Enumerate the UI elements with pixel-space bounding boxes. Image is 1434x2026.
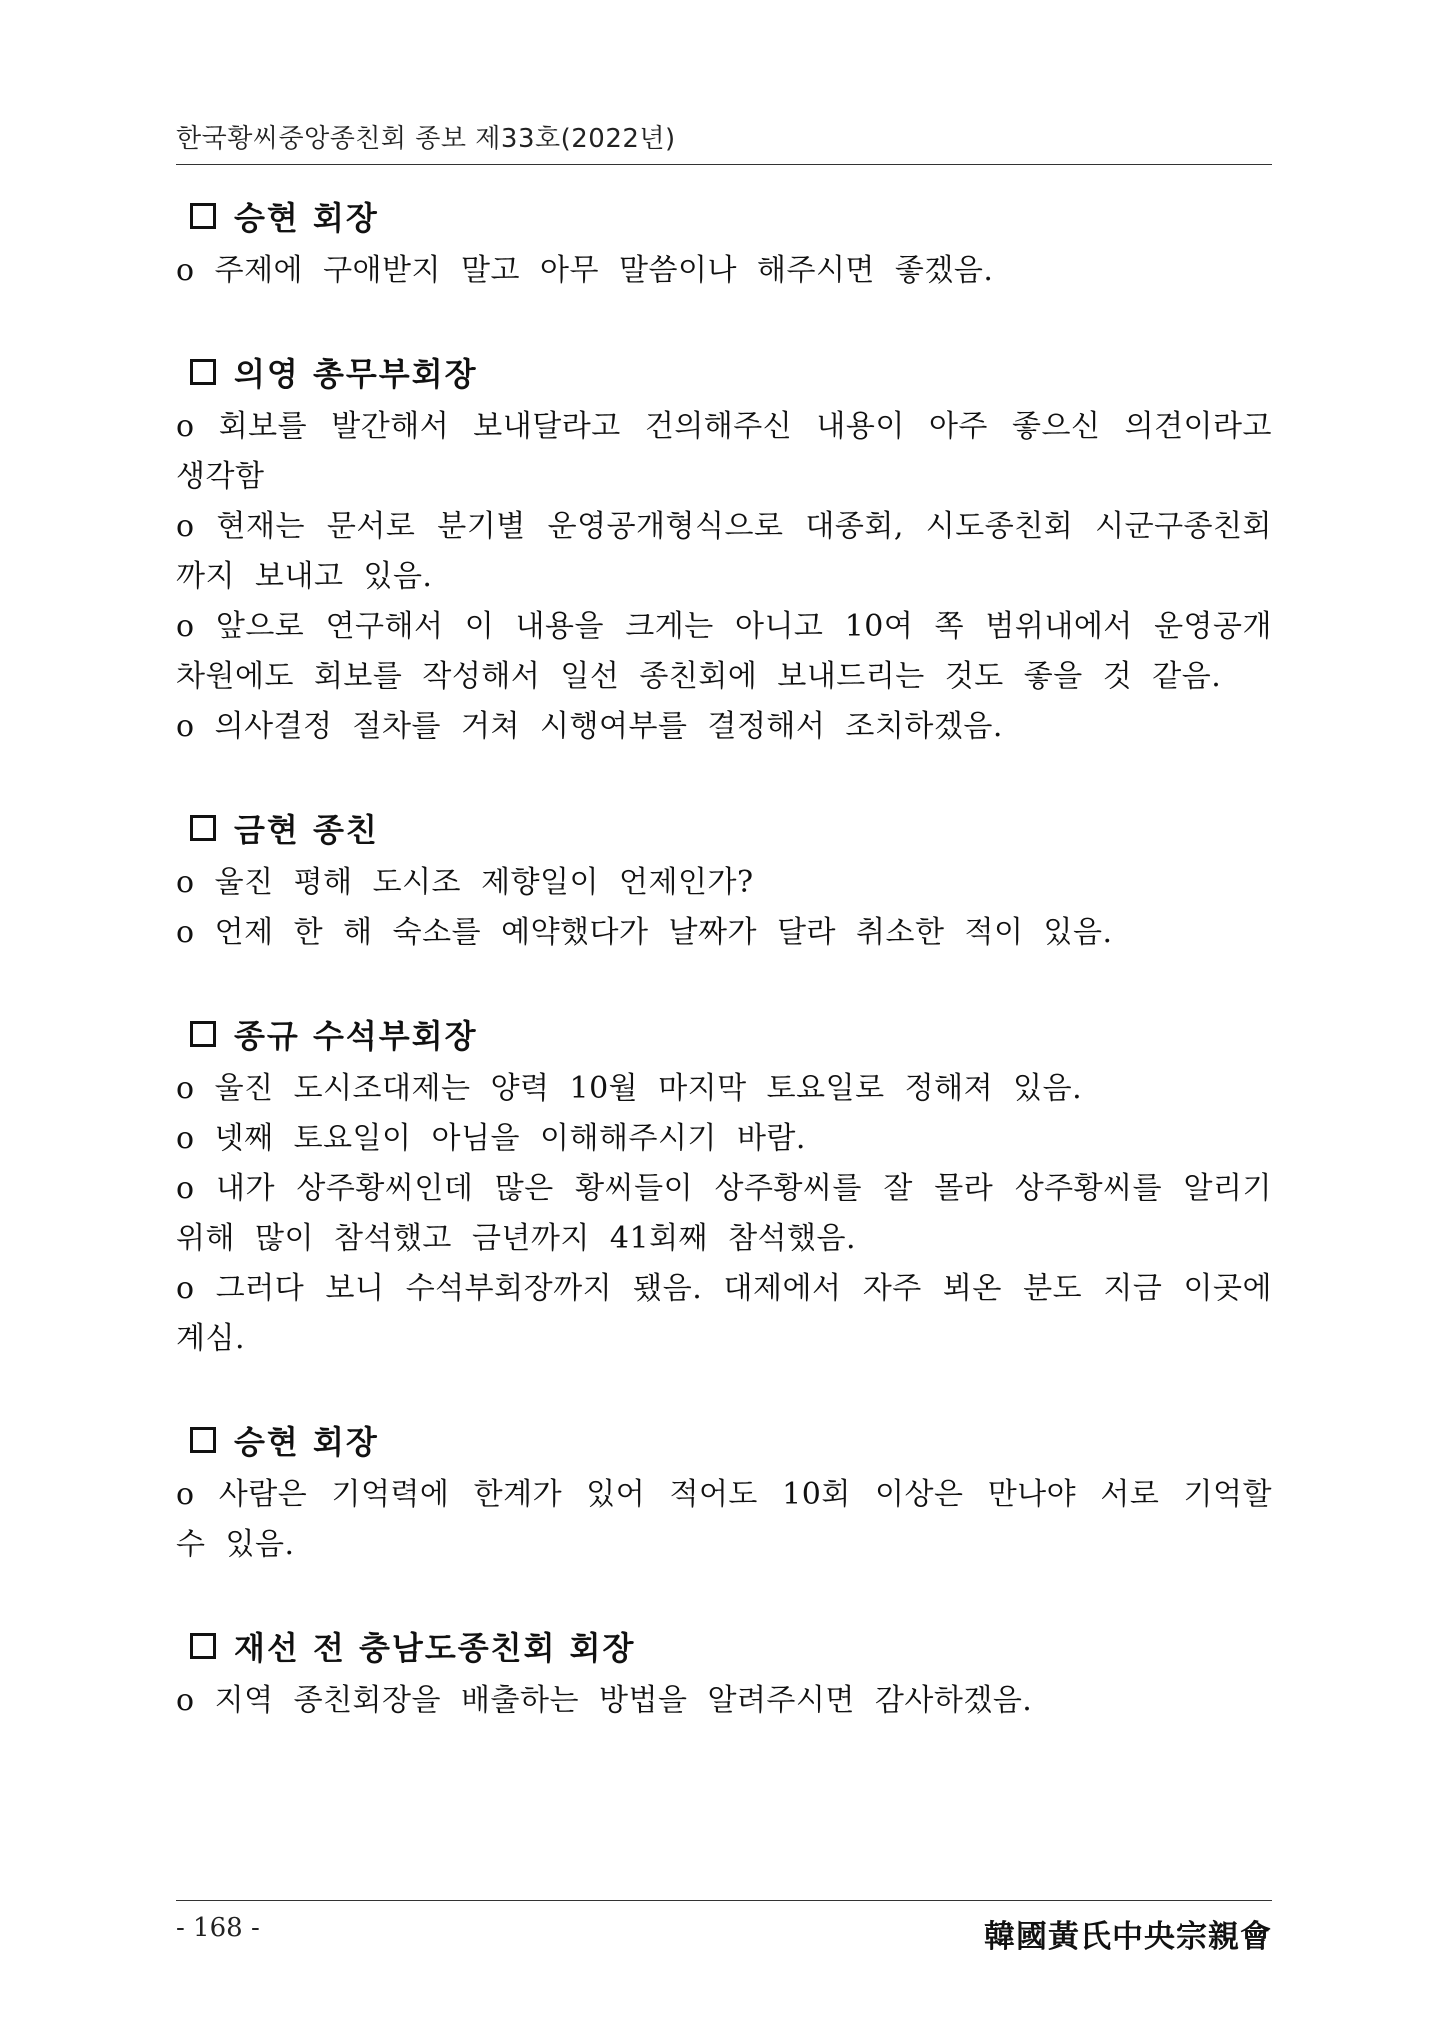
section-heading [190, 1004, 1272, 1064]
section-heading-text: 승현 회장 [234, 199, 379, 237]
paragraph: o 그러다 보니 수석부회장까지 됐음. 대제에서 자주 뵈온 분도 지금 이곳에 계심. [176, 1271, 1272, 1356]
paragraph: o 사람은 기억력에 한계가 있어 적어도 10회 이상은 만나야 서로 기억할 수 있음. [176, 1477, 1272, 1562]
section-heading-text: 종규 수석부회장 [234, 1017, 478, 1055]
section-heading-text: 승현 회장 [234, 1423, 379, 1461]
org-logo: 韓國黃氏中央宗親會 [984, 1919, 1272, 1955]
checkbox-icon [190, 1427, 216, 1453]
checkbox-icon [190, 203, 216, 229]
paragraph: o 주제에 구애받지 말고 아무 말씀이나 해주시면 좋겠음. [176, 253, 994, 288]
section-heading-text: 금현 종친 [234, 811, 379, 849]
page-header [176, 114, 1272, 165]
section-heading [190, 1410, 1272, 1470]
section-2 [176, 342, 1272, 752]
header-title: 한국황씨중앙종친회 종보 제33호(2022년) [176, 124, 676, 154]
paragraph: o 현재는 문서로 분기별 운영공개형식으로 대종회, 시도종친회 시군구종친회까지 보내고 있음. [176, 509, 1272, 594]
paragraph: o 내가 상주황씨인데 많은 황씨들이 상주황씨를 잘 몰라 상주황씨를 알리기 위해 많이 참석했고 금년까지 41회째 참석했음. [176, 1171, 1272, 1256]
paragraph: o 지역 종친회장을 배출하는 방법을 알려주시면 감사하겠음. [176, 1683, 1033, 1718]
section-heading [190, 1616, 1272, 1676]
checkbox-icon [190, 359, 216, 385]
section-heading [190, 798, 1272, 858]
section-3 [176, 798, 1272, 958]
section-heading [190, 342, 1272, 402]
section-heading-text: 의영 총무부회장 [234, 355, 478, 393]
checkbox-icon [190, 1633, 216, 1659]
section-1 [176, 186, 1272, 296]
page-number: - 168 - [176, 1913, 260, 1943]
paragraph: o 울진 도시조대제는 양력 10월 마지막 토요일로 정해져 있음. [176, 1071, 1083, 1106]
checkbox-icon [190, 815, 216, 841]
document-body [176, 186, 1272, 1772]
section-5 [176, 1410, 1272, 1570]
section-heading-text: 재선 전 충남도종친회 회장 [234, 1629, 636, 1667]
paragraph: o 울진 평해 도시조 제향일이 언제인가? [176, 865, 754, 900]
paragraph: o 회보를 발간해서 보내달라고 건의해주신 내용이 아주 좋으신 의견이라고 생각함 [176, 409, 1272, 494]
paragraph: o 언제 한 해 숙소를 예약했다가 날짜가 달라 취소한 적이 있음. [176, 915, 1113, 950]
page-footer [176, 1900, 1272, 1961]
section-6 [176, 1616, 1272, 1726]
paragraph: o 의사결정 절차를 거쳐 시행여부를 결정해서 조치하겠음. [176, 709, 1003, 744]
paragraph: o 앞으로 연구해서 이 내용을 크게는 아니고 10여 쪽 범위내에서 운영공개 차원에도 회보를 작성해서 일선 종친회에 보내드리는 것도 좋을 것 같음. [176, 609, 1272, 694]
paragraph: o 넷째 토요일이 아님을 이해해주시기 바람. [176, 1121, 806, 1156]
section-4 [176, 1004, 1272, 1364]
checkbox-icon [190, 1021, 216, 1047]
section-heading [190, 186, 1272, 246]
